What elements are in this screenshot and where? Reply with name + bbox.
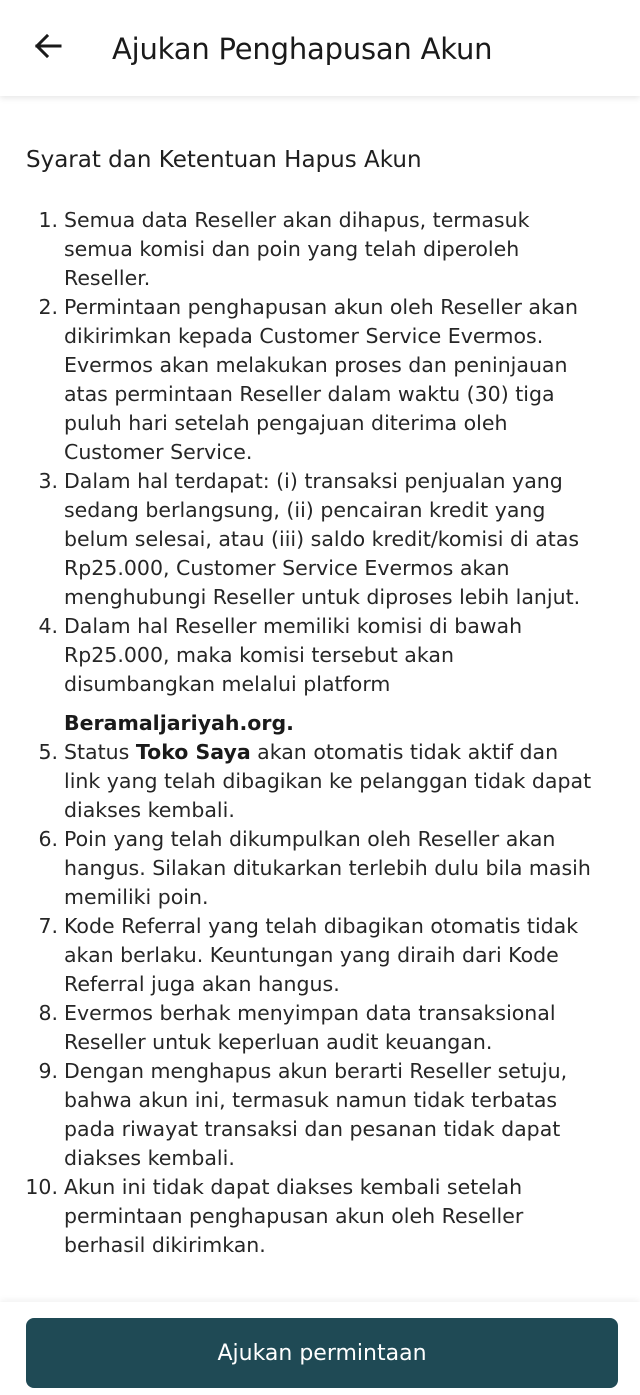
term-text	[64, 295, 578, 464]
bottom-bar	[0, 1302, 640, 1395]
terms-list	[0, 206, 620, 1260]
term-item	[0, 999, 620, 1057]
term-line: diakses kembali.	[64, 1146, 235, 1170]
term-number: 10.	[25, 1175, 58, 1199]
term-line: Reseller.	[64, 266, 151, 290]
term-item	[0, 293, 620, 467]
page-title: Ajukan Penghapusan Akun	[112, 32, 493, 66]
term-line: Dalam hal Reseller memiliki komisi di bawah	[64, 614, 523, 638]
term-line: Rp25.000, Customer Service Evermos akan	[64, 556, 510, 580]
term-text	[64, 1175, 523, 1257]
term-item	[0, 912, 620, 999]
term-line: Semua data Reseller akan dihapus, termasuk	[64, 208, 530, 232]
term-line: Dengan menghapus akun berarti Reseller setuju,	[64, 1059, 568, 1083]
term-line: permintaan penghapusan akun oleh Reseller	[64, 1204, 524, 1228]
term-number: 9.	[38, 1059, 58, 1083]
term-item	[0, 1057, 620, 1173]
term-line: memiliki poin.	[64, 885, 209, 909]
term-number: 7.	[38, 914, 58, 938]
term-line: Permintaan penghapusan akun oleh Reseller akan	[64, 295, 579, 319]
term-line: Reseller untuk keperluan audit keuangan.	[64, 1030, 493, 1054]
term-line: atas permintaan Reseller dalam waktu (30) tiga	[64, 382, 555, 406]
term-text	[64, 740, 591, 822]
term-line: hangus. Silakan ditukarkan terlebih dulu bila masih	[64, 856, 591, 880]
term-link-text: Beramaljariyah.org.	[64, 711, 294, 735]
term-item	[0, 825, 620, 912]
term-number: 8.	[38, 1001, 58, 1025]
term-text	[64, 827, 591, 909]
term-text	[64, 614, 620, 738]
term-number: 1.	[38, 208, 58, 232]
term-line: sedang berlangsung, (ii) pencairan kredit yang	[64, 498, 546, 522]
term-number: 4.	[38, 614, 58, 638]
term-item	[0, 206, 620, 293]
term-text	[64, 1059, 567, 1170]
term-text	[64, 914, 578, 996]
term-text	[64, 208, 529, 290]
term-line: Dalam hal terdapat: (i) transaksi penjualan yang	[64, 469, 563, 493]
section-title: Syarat dan Ketentuan Hapus Akun	[26, 147, 422, 173]
term-line: akan berlaku. Keuntungan yang diraih dari Kode	[64, 943, 559, 967]
term-line: Customer Service.	[64, 440, 253, 464]
term-line: diakses kembali.	[64, 798, 235, 822]
app-bar	[0, 0, 640, 96]
term-line: disumbangkan melalui platform	[64, 672, 391, 696]
term-line: Kode Referral yang telah dibagikan otomatis tidak	[64, 914, 579, 938]
term-line: Akun ini tidak dapat diakses kembali setelah	[64, 1175, 523, 1199]
term-item	[0, 1173, 620, 1260]
term-line: puluh hari setelah pengajuan diterima oleh	[64, 411, 508, 435]
term-line: Evermos berhak menyimpan data transaksional	[64, 1001, 556, 1025]
term-item	[0, 738, 620, 825]
term-line: berhasil dikirimkan.	[64, 1233, 266, 1257]
term-number: 5.	[38, 740, 58, 764]
content-area	[0, 96, 640, 1306]
term-line: pada riwayat transaksi dan pesanan tidak dapat	[64, 1117, 561, 1141]
term-text-segment: akan otomatis tidak aktif dan	[250, 740, 559, 764]
term-line: Evermos akan melakukan proses dan peninjauan	[64, 353, 568, 377]
term-line: belum selesai, atau (iii) saldo kredit/komisi di atas	[64, 527, 580, 551]
arrow-left-icon	[33, 31, 63, 61]
term-line: Referral juga akan hangus.	[64, 972, 340, 996]
term-line: menghubungi Reseller untuk diproses lebih lanjut.	[64, 585, 581, 609]
term-text-segment: Status	[64, 740, 136, 764]
term-line: dikirimkan kepada Customer Service Evermos.	[64, 324, 544, 348]
term-text	[64, 1001, 556, 1054]
term-line: bahwa akun ini, termasuk namun tidak terbatas	[64, 1088, 558, 1112]
term-line: link yang telah dibagikan ke pelanggan tidak dapat	[64, 769, 592, 793]
term-number: 2.	[38, 295, 58, 319]
term-number: 3.	[38, 469, 58, 493]
term-number: 6.	[38, 827, 58, 851]
submit-request-button[interactable]: Ajukan permintaan	[26, 1318, 618, 1388]
term-item	[0, 467, 620, 612]
term-line: Rp25.000, maka komisi tersebut akan	[64, 643, 454, 667]
term-line: semua komisi dan poin yang telah diperoleh	[64, 237, 520, 261]
back-button[interactable]	[24, 22, 72, 70]
term-text	[64, 469, 580, 609]
term-line: Poin yang telah dikumpulkan oleh Reseller akan	[64, 827, 556, 851]
term-bold-text: Toko Saya	[135, 740, 251, 764]
term-item	[0, 612, 620, 738]
